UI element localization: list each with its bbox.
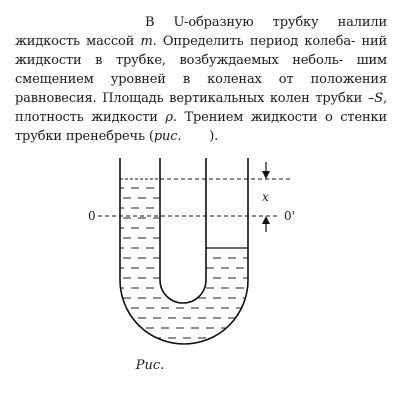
u-tube-diagram [0, 158, 400, 373]
label-0: 0 [88, 209, 96, 223]
figure-ref: рис. [153, 129, 182, 144]
x-arrow-top-head [262, 171, 270, 179]
problem-line-6: –S, плотность жидкости ρ. Трением жидкости о [15, 91, 387, 125]
problem-line-2: жидкость массой m. Определить период колеба- [15, 34, 356, 49]
problem-line-4: шим смещением уровней в коленах от положения [15, 53, 387, 87]
problem-line-3: ний жидкости в трубке, возбуждаемых неболь- [15, 34, 387, 68]
problem-line-1: В U-образную трубку налили [145, 15, 387, 30]
x-arrow-bottom-head [262, 216, 270, 224]
var-rho: ρ [165, 110, 173, 125]
label-x: x [262, 190, 269, 204]
tube-outer-wall [120, 158, 248, 344]
label-0-prime: 0' [284, 209, 295, 223]
tube-inner-wall [160, 158, 206, 303]
problem-line-7: стенки трубки пренебречь (рис. ). [15, 110, 387, 144]
var-m: m [140, 34, 153, 49]
var-S: S [374, 91, 384, 106]
problem-line-5: равновесия. Площадь вертикальных колен трубки [15, 91, 363, 106]
problem-text [15, 13, 387, 146]
figure-caption: Рис. [135, 358, 165, 373]
u-tube-figure [0, 158, 400, 373]
